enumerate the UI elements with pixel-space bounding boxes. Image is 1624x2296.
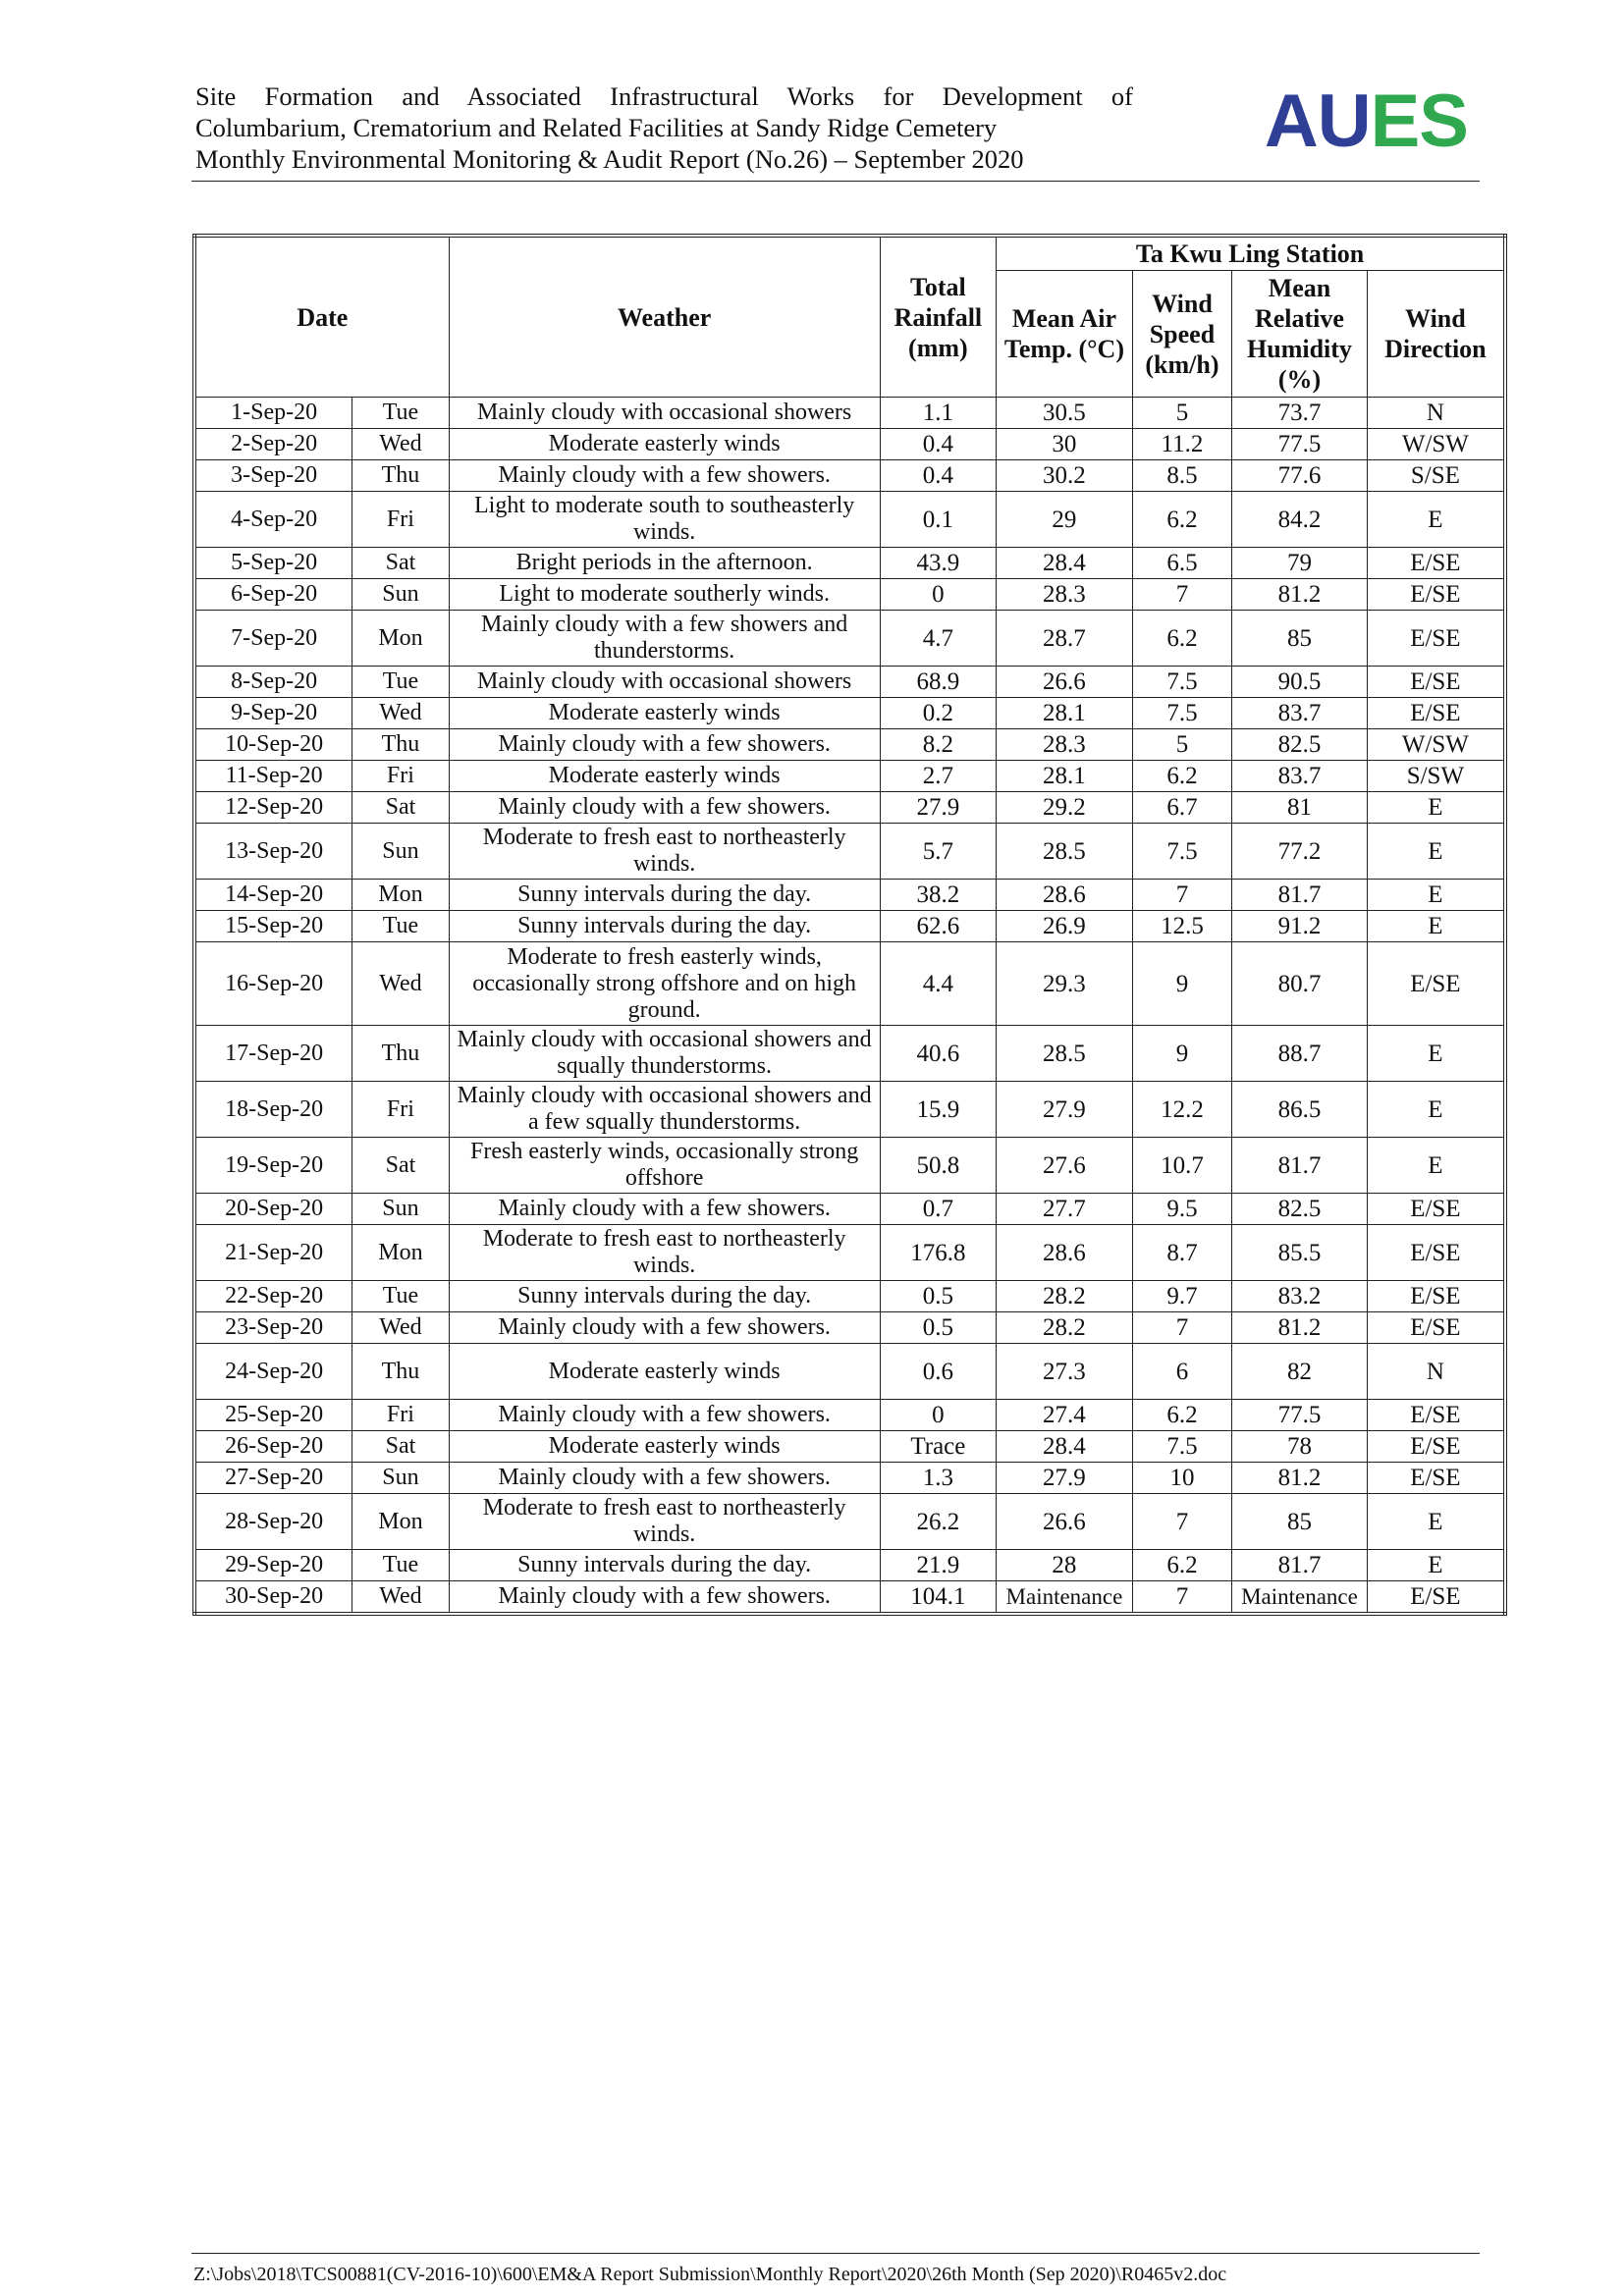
date-cell: 28-Sep-20	[194, 1494, 352, 1550]
weather-cell: Moderate easterly winds	[449, 1431, 880, 1463]
temp-cell: 29.2	[997, 792, 1133, 824]
rainfall-cell: 0.6	[880, 1344, 997, 1400]
humidity-cell: 82	[1232, 1344, 1368, 1400]
header-rainfall: Total Rainfall (mm)	[880, 236, 997, 398]
temp-cell: 28.3	[997, 579, 1133, 611]
rainfall-cell: 0.5	[880, 1312, 997, 1344]
rainfall-cell: 50.8	[880, 1138, 997, 1194]
weather-cell: Bright periods in the afternoon.	[449, 548, 880, 579]
day-cell: Mon	[352, 1225, 449, 1281]
rainfall-cell: 62.6	[880, 911, 997, 942]
temp-cell: 28.7	[997, 611, 1133, 667]
day-cell: Sat	[352, 1138, 449, 1194]
wind-speed-cell: 7.5	[1132, 667, 1231, 698]
temp-cell: 26.6	[997, 667, 1133, 698]
wind-speed-cell: 5	[1132, 398, 1231, 429]
date-cell: 19-Sep-20	[194, 1138, 352, 1194]
wind-direction-cell: E/SE	[1367, 1281, 1505, 1312]
weather-cell: Mainly cloudy with occasional showers and squally thunderstorms.	[449, 1026, 880, 1082]
weather-cell: Mainly cloudy with occasional showers and a few squally thunderstorms.	[449, 1082, 880, 1138]
temp-cell: 28.3	[997, 729, 1133, 761]
file-path: Z:\Jobs\2018\TCS00881(CV-2016-10)\600\EM&A Report Submission\Monthly Report\2020\26th Month (Sep 2020)\R0465v2.doc	[193, 2264, 1227, 2285]
wind-speed-cell: 7	[1132, 1581, 1231, 1615]
temp-cell: 30	[997, 429, 1133, 460]
table-row	[194, 1463, 1505, 1494]
weather-cell: Mainly cloudy with a few showers and thunderstorms.	[449, 611, 880, 667]
humidity-cell: 81.7	[1232, 1138, 1368, 1194]
table-row	[194, 429, 1505, 460]
rainfall-cell: 0.5	[880, 1281, 997, 1312]
day-cell: Fri	[352, 1400, 449, 1431]
date-cell: 24-Sep-20	[194, 1344, 352, 1400]
wind-speed-cell: 8.5	[1132, 460, 1231, 492]
humidity-cell: 81.2	[1232, 1312, 1368, 1344]
wind-speed-cell: 8.7	[1132, 1225, 1231, 1281]
table-row	[194, 1194, 1505, 1225]
rainfall-cell: 27.9	[880, 792, 997, 824]
humidity-cell: 80.7	[1232, 942, 1368, 1026]
temp-cell: 27.4	[997, 1400, 1133, 1431]
wind-speed-cell: 7	[1132, 880, 1231, 911]
logo-part-blue: AU	[1264, 80, 1371, 163]
table-row	[194, 611, 1505, 667]
wind-direction-cell: E	[1367, 1082, 1505, 1138]
date-cell: 20-Sep-20	[194, 1194, 352, 1225]
wind-direction-cell: E/SE	[1367, 1225, 1505, 1281]
date-cell: 4-Sep-20	[194, 492, 352, 548]
humidity-cell: 83.7	[1232, 761, 1368, 792]
day-cell: Fri	[352, 761, 449, 792]
date-cell: 1-Sep-20	[194, 398, 352, 429]
rainfall-cell: 68.9	[880, 667, 997, 698]
temp-cell: 26.9	[997, 911, 1133, 942]
day-cell: Wed	[352, 1581, 449, 1615]
report-title	[195, 80, 1133, 175]
wind-direction-cell: E/SE	[1367, 1194, 1505, 1225]
humidity-cell: 78	[1232, 1431, 1368, 1463]
table-row	[194, 1312, 1505, 1344]
rainfall-cell: 15.9	[880, 1082, 997, 1138]
temp-cell: 30.5	[997, 398, 1133, 429]
rainfall-cell: 0	[880, 579, 997, 611]
table-row	[194, 460, 1505, 492]
date-cell: 9-Sep-20	[194, 698, 352, 729]
wind-direction-cell: E	[1367, 1550, 1505, 1581]
wind-speed-cell: 6.7	[1132, 792, 1231, 824]
wind-direction-cell: E	[1367, 792, 1505, 824]
date-cell: 26-Sep-20	[194, 1431, 352, 1463]
table-row	[194, 1026, 1505, 1082]
humidity-cell: 84.2	[1232, 492, 1368, 548]
date-cell: 17-Sep-20	[194, 1026, 352, 1082]
wind-direction-cell: E	[1367, 824, 1505, 880]
wind-speed-cell: 10.7	[1132, 1138, 1231, 1194]
humidity-cell: 91.2	[1232, 911, 1368, 942]
day-cell: Wed	[352, 429, 449, 460]
table-row	[194, 911, 1505, 942]
date-cell: 15-Sep-20	[194, 911, 352, 942]
wind-direction-cell: N	[1367, 398, 1505, 429]
date-cell: 23-Sep-20	[194, 1312, 352, 1344]
rainfall-cell: 40.6	[880, 1026, 997, 1082]
rainfall-cell: 0.1	[880, 492, 997, 548]
temp-cell: 28.1	[997, 698, 1133, 729]
humidity-cell: Maintenance	[1232, 1581, 1368, 1615]
date-cell: 30-Sep-20	[194, 1581, 352, 1615]
rainfall-cell: 176.8	[880, 1225, 997, 1281]
table-row	[194, 1082, 1505, 1138]
table-row	[194, 761, 1505, 792]
day-cell: Thu	[352, 1344, 449, 1400]
wind-direction-cell: E/SE	[1367, 1463, 1505, 1494]
date-cell: 8-Sep-20	[194, 667, 352, 698]
table-row	[194, 1225, 1505, 1281]
wind-speed-cell: 11.2	[1132, 429, 1231, 460]
wind-direction-cell: W/SW	[1367, 429, 1505, 460]
humidity-cell: 81	[1232, 792, 1368, 824]
report-title-line-2: Columbarium, Crematorium and Related Facilities at Sandy Ridge Cemetery	[195, 113, 998, 142]
humidity-cell: 81.2	[1232, 579, 1368, 611]
wind-direction-cell: E/SE	[1367, 548, 1505, 579]
table-row	[194, 492, 1505, 548]
day-cell: Fri	[352, 1082, 449, 1138]
temp-cell: 28	[997, 1550, 1133, 1581]
date-cell: 16-Sep-20	[194, 942, 352, 1026]
header-wind-direction: Wind Direction	[1367, 271, 1505, 398]
rainfall-cell: 4.4	[880, 942, 997, 1026]
weather-table-container	[192, 234, 1507, 1616]
weather-cell: Sunny intervals during the day.	[449, 1550, 880, 1581]
table-row	[194, 729, 1505, 761]
wind-speed-cell: 6.2	[1132, 611, 1231, 667]
rainfall-cell: Trace	[880, 1431, 997, 1463]
rainfall-cell: 26.2	[880, 1494, 997, 1550]
wind-speed-cell: 7	[1132, 579, 1231, 611]
wind-speed-cell: 7.5	[1132, 824, 1231, 880]
humidity-cell: 81.2	[1232, 1463, 1368, 1494]
header-humidity: Mean Relative Humidity (%)	[1232, 271, 1368, 398]
rainfall-cell: 0	[880, 1400, 997, 1431]
humidity-cell: 77.6	[1232, 460, 1368, 492]
temp-cell: 29.3	[997, 942, 1133, 1026]
date-cell: 29-Sep-20	[194, 1550, 352, 1581]
date-cell: 13-Sep-20	[194, 824, 352, 880]
table-row	[194, 792, 1505, 824]
humidity-cell: 73.7	[1232, 398, 1368, 429]
day-cell: Sat	[352, 1431, 449, 1463]
wind-speed-cell: 6.2	[1132, 1400, 1231, 1431]
header-date: Date	[194, 236, 449, 398]
day-cell: Sun	[352, 1463, 449, 1494]
weather-cell: Light to moderate southerly winds.	[449, 579, 880, 611]
weather-cell: Moderate easterly winds	[449, 761, 880, 792]
table-row	[194, 942, 1505, 1026]
date-cell: 25-Sep-20	[194, 1400, 352, 1431]
temp-cell: 28.1	[997, 761, 1133, 792]
header-wind-speed: Wind Speed (km/h)	[1132, 271, 1231, 398]
temp-cell: 28.6	[997, 880, 1133, 911]
rainfall-cell: 5.7	[880, 824, 997, 880]
weather-table	[192, 234, 1507, 1616]
table-row	[194, 548, 1505, 579]
wind-direction-cell: E/SE	[1367, 698, 1505, 729]
weather-cell: Mainly cloudy with a few showers.	[449, 792, 880, 824]
humidity-cell: 82.5	[1232, 1194, 1368, 1225]
day-cell: Sat	[352, 548, 449, 579]
humidity-cell: 82.5	[1232, 729, 1368, 761]
humidity-cell: 90.5	[1232, 667, 1368, 698]
wind-speed-cell: 9	[1132, 942, 1231, 1026]
day-cell: Wed	[352, 698, 449, 729]
wind-direction-cell: E	[1367, 1138, 1505, 1194]
rainfall-cell: 21.9	[880, 1550, 997, 1581]
wind-direction-cell: S/SW	[1367, 761, 1505, 792]
date-cell: 6-Sep-20	[194, 579, 352, 611]
weather-cell: Mainly cloudy with occasional showers	[449, 398, 880, 429]
day-cell: Thu	[352, 729, 449, 761]
weather-cell: Moderate to fresh easterly winds, occasionally strong offshore and on high ground.	[449, 942, 880, 1026]
rainfall-cell: 104.1	[880, 1581, 997, 1615]
rainfall-cell: 4.7	[880, 611, 997, 667]
table-row	[194, 398, 1505, 429]
weather-cell: Mainly cloudy with a few showers.	[449, 1581, 880, 1615]
humidity-cell: 79	[1232, 548, 1368, 579]
wind-direction-cell: N	[1367, 1344, 1505, 1400]
humidity-cell: 85	[1232, 611, 1368, 667]
report-title-line-1: Site Formation and Associated Infrastructural Works for Development of	[195, 81, 1133, 111]
aues-logo	[1264, 80, 1468, 163]
wind-direction-cell: E/SE	[1367, 579, 1505, 611]
wind-direction-cell: S/SE	[1367, 460, 1505, 492]
table-row	[194, 824, 1505, 880]
header-station: Ta Kwu Ling Station	[997, 236, 1505, 271]
day-cell: Fri	[352, 492, 449, 548]
temp-cell: 28.4	[997, 1431, 1133, 1463]
wind-direction-cell: E/SE	[1367, 1431, 1505, 1463]
date-cell: 18-Sep-20	[194, 1082, 352, 1138]
wind-speed-cell: 7	[1132, 1312, 1231, 1344]
temp-cell: 28.4	[997, 548, 1133, 579]
table-row	[194, 579, 1505, 611]
day-cell: Tue	[352, 398, 449, 429]
rainfall-cell: 38.2	[880, 880, 997, 911]
wind-speed-cell: 9.5	[1132, 1194, 1231, 1225]
date-cell: 2-Sep-20	[194, 429, 352, 460]
humidity-cell: 83.7	[1232, 698, 1368, 729]
weather-cell: Moderate to fresh east to northeasterly winds.	[449, 1494, 880, 1550]
day-cell: Sun	[352, 824, 449, 880]
humidity-cell: 86.5	[1232, 1082, 1368, 1138]
weather-cell: Mainly cloudy with a few showers.	[449, 460, 880, 492]
table-row	[194, 1281, 1505, 1312]
weather-cell: Mainly cloudy with a few showers.	[449, 1400, 880, 1431]
day-cell: Mon	[352, 1494, 449, 1550]
wind-speed-cell: 6.2	[1132, 492, 1231, 548]
day-cell: Mon	[352, 880, 449, 911]
wind-speed-cell: 10	[1132, 1463, 1231, 1494]
wind-direction-cell: E	[1367, 911, 1505, 942]
temp-cell: 28.2	[997, 1281, 1133, 1312]
wind-direction-cell: E/SE	[1367, 942, 1505, 1026]
weather-cell: Sunny intervals during the day.	[449, 1281, 880, 1312]
humidity-cell: 77.2	[1232, 824, 1368, 880]
table-row	[194, 1344, 1505, 1400]
wind-speed-cell: 7.5	[1132, 1431, 1231, 1463]
temp-cell: Maintenance	[997, 1581, 1133, 1615]
date-cell: 27-Sep-20	[194, 1463, 352, 1494]
wind-direction-cell: E	[1367, 1026, 1505, 1082]
day-cell: Wed	[352, 1312, 449, 1344]
table-row	[194, 1494, 1505, 1550]
page-header	[191, 77, 1480, 182]
weather-cell: Light to moderate south to southeasterly winds.	[449, 492, 880, 548]
temp-cell: 27.3	[997, 1344, 1133, 1400]
temp-cell: 29	[997, 492, 1133, 548]
day-cell: Tue	[352, 911, 449, 942]
date-cell: 10-Sep-20	[194, 729, 352, 761]
humidity-cell: 81.7	[1232, 880, 1368, 911]
humidity-cell: 77.5	[1232, 1400, 1368, 1431]
wind-direction-cell: E/SE	[1367, 1581, 1505, 1615]
weather-cell: Moderate easterly winds	[449, 1344, 880, 1400]
temp-cell: 28.5	[997, 1026, 1133, 1082]
day-cell: Sat	[352, 792, 449, 824]
rainfall-cell: 8.2	[880, 729, 997, 761]
rainfall-cell: 43.9	[880, 548, 997, 579]
weather-cell: Moderate to fresh east to northeasterly winds.	[449, 824, 880, 880]
table-row	[194, 880, 1505, 911]
day-cell: Mon	[352, 611, 449, 667]
wind-direction-cell: W/SW	[1367, 729, 1505, 761]
wind-speed-cell: 12.5	[1132, 911, 1231, 942]
weather-cell: Mainly cloudy with a few showers.	[449, 1312, 880, 1344]
temp-cell: 27.7	[997, 1194, 1133, 1225]
humidity-cell: 77.5	[1232, 429, 1368, 460]
logo-part-green: ES	[1370, 80, 1468, 163]
wind-speed-cell: 6.5	[1132, 548, 1231, 579]
temp-cell: 28.2	[997, 1312, 1133, 1344]
date-cell: 12-Sep-20	[194, 792, 352, 824]
temp-cell: 27.9	[997, 1082, 1133, 1138]
wind-speed-cell: 6.2	[1132, 1550, 1231, 1581]
temp-cell: 26.6	[997, 1494, 1133, 1550]
date-cell: 21-Sep-20	[194, 1225, 352, 1281]
wind-speed-cell: 9.7	[1132, 1281, 1231, 1312]
temp-cell: 30.2	[997, 460, 1133, 492]
rainfall-cell: 2.7	[880, 761, 997, 792]
date-cell: 3-Sep-20	[194, 460, 352, 492]
weather-cell: Mainly cloudy with occasional showers	[449, 667, 880, 698]
wind-speed-cell: 12.2	[1132, 1082, 1231, 1138]
day-cell: Sun	[352, 1194, 449, 1225]
wind-direction-cell: E/SE	[1367, 611, 1505, 667]
table-body	[194, 398, 1505, 1615]
day-cell: Thu	[352, 460, 449, 492]
weather-cell: Fresh easterly winds, occasionally strong offshore	[449, 1138, 880, 1194]
rainfall-cell: 1.1	[880, 398, 997, 429]
humidity-cell: 85.5	[1232, 1225, 1368, 1281]
wind-speed-cell: 7	[1132, 1494, 1231, 1550]
weather-cell: Moderate easterly winds	[449, 429, 880, 460]
page-footer	[191, 2253, 1480, 2286]
weather-cell: Mainly cloudy with a few showers.	[449, 729, 880, 761]
rainfall-cell: 0.4	[880, 460, 997, 492]
table-row	[194, 1550, 1505, 1581]
rainfall-cell: 0.2	[880, 698, 997, 729]
day-cell: Wed	[352, 942, 449, 1026]
date-cell: 14-Sep-20	[194, 880, 352, 911]
humidity-cell: 83.2	[1232, 1281, 1368, 1312]
temp-cell: 28.5	[997, 824, 1133, 880]
wind-direction-cell: E	[1367, 880, 1505, 911]
humidity-cell: 81.7	[1232, 1550, 1368, 1581]
report-title-line-3: Monthly Environmental Monitoring & Audit Report (No.26) – September 2020	[195, 144, 1024, 174]
wind-direction-cell: E	[1367, 1494, 1505, 1550]
day-cell: Tue	[352, 1550, 449, 1581]
day-cell: Sun	[352, 579, 449, 611]
weather-cell: Sunny intervals during the day.	[449, 911, 880, 942]
wind-direction-cell: E/SE	[1367, 1400, 1505, 1431]
table-row	[194, 1400, 1505, 1431]
wind-speed-cell: 6.2	[1132, 761, 1231, 792]
table-row	[194, 1138, 1505, 1194]
header-weather: Weather	[449, 236, 880, 398]
temp-cell: 27.6	[997, 1138, 1133, 1194]
day-cell: Tue	[352, 1281, 449, 1312]
wind-speed-cell: 5	[1132, 729, 1231, 761]
date-cell: 11-Sep-20	[194, 761, 352, 792]
day-cell: Tue	[352, 667, 449, 698]
weather-cell: Sunny intervals during the day.	[449, 880, 880, 911]
weather-cell: Moderate to fresh east to northeasterly winds.	[449, 1225, 880, 1281]
temp-cell: 28.6	[997, 1225, 1133, 1281]
wind-speed-cell: 9	[1132, 1026, 1231, 1082]
header-temp: Mean Air Temp. (°C)	[997, 271, 1133, 398]
rainfall-cell: 1.3	[880, 1463, 997, 1494]
table-row	[194, 1581, 1505, 1615]
humidity-cell: 88.7	[1232, 1026, 1368, 1082]
humidity-cell: 85	[1232, 1494, 1368, 1550]
wind-speed-cell: 6	[1132, 1344, 1231, 1400]
weather-cell: Mainly cloudy with a few showers.	[449, 1463, 880, 1494]
rainfall-cell: 0.7	[880, 1194, 997, 1225]
wind-direction-cell: E/SE	[1367, 667, 1505, 698]
table-row	[194, 667, 1505, 698]
table-row	[194, 1431, 1505, 1463]
wind-speed-cell: 7.5	[1132, 698, 1231, 729]
weather-cell: Moderate easterly winds	[449, 698, 880, 729]
weather-cell: Mainly cloudy with a few showers.	[449, 1194, 880, 1225]
rainfall-cell: 0.4	[880, 429, 997, 460]
day-cell: Thu	[352, 1026, 449, 1082]
wind-direction-cell: E	[1367, 492, 1505, 548]
table-row	[194, 698, 1505, 729]
wind-direction-cell: E/SE	[1367, 1312, 1505, 1344]
date-cell: 7-Sep-20	[194, 611, 352, 667]
temp-cell: 27.9	[997, 1463, 1133, 1494]
date-cell: 22-Sep-20	[194, 1281, 352, 1312]
date-cell: 5-Sep-20	[194, 548, 352, 579]
